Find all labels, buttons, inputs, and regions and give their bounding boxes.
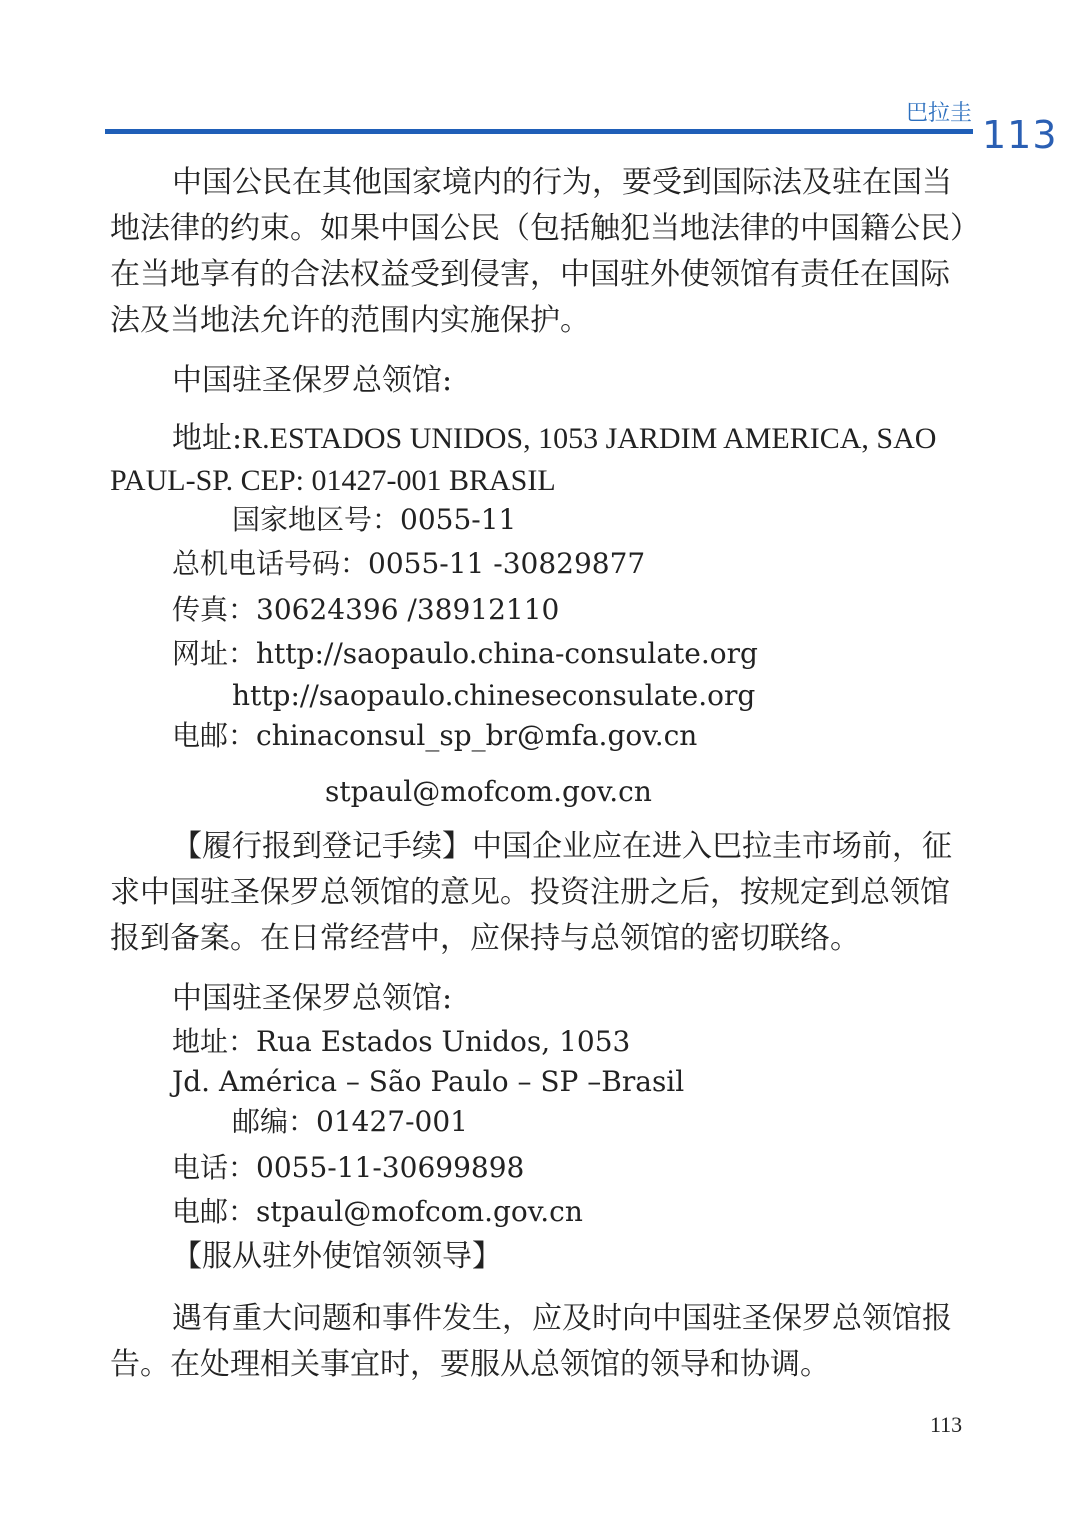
section-heading: 【服从驻外使馆领领导】 bbox=[172, 1239, 502, 1274]
address-label: 地址： bbox=[172, 1025, 257, 1058]
web-label: 网址： bbox=[172, 637, 257, 670]
consulate1-web-1 bbox=[172, 634, 758, 674]
consulate1-phone: 总机电话号码：0055-11 -30829877 bbox=[172, 547, 646, 580]
para2-line-3: 报到备案。在日常经营中，应保持与总领馆的密切联络。 bbox=[110, 921, 860, 956]
consulate2-address-line1 bbox=[172, 1022, 630, 1062]
web-link-1[interactable]: http://saopaulo.china-consulate.org bbox=[256, 637, 758, 670]
para3-line-2: 告。在处理相关事宜时，要服从总领馆的领导和协调。 bbox=[110, 1347, 830, 1382]
para2-line-2: 求中国驻圣保罗总领馆的意见。投资注册之后，按规定到总领馆 bbox=[110, 875, 950, 910]
consulate2-postcode: 邮编：01427-001 bbox=[232, 1105, 468, 1138]
consulate1-area-code: 国家地区号：0055-11 bbox=[232, 503, 517, 536]
consulate1-address-line1 bbox=[172, 416, 972, 462]
para1-line-4: 法及当地法允许的范围内实施保护。 bbox=[110, 303, 590, 338]
running-header-country: 巴拉圭 bbox=[905, 101, 972, 126]
para3-line-1: 遇有重大问题和事件发生，应及时向中国驻圣保罗总领馆报 bbox=[172, 1301, 952, 1336]
consulate2-title: 中国驻圣保罗总领馆: bbox=[172, 981, 453, 1016]
footer-page-number: 113 bbox=[930, 1412, 963, 1437]
consulate1-title: 中国驻圣保罗总领馆: bbox=[172, 363, 453, 398]
consulate1-address-line2: PAUL-SP. CEP: 01427-001 BRASIL bbox=[110, 464, 556, 497]
consulate2-phone: 电话：0055-11-30699898 bbox=[172, 1151, 525, 1184]
address-text: Rua Estados Unidos, 1053 bbox=[256, 1025, 631, 1058]
consulate1-email-2[interactable]: stpaul@mofcom.gov.cn bbox=[325, 775, 652, 808]
email-label: 电邮： bbox=[172, 719, 257, 752]
para1-line-3: 在当地享有的合法权益受到侵害，中国驻外使领馆有责任在国际 bbox=[110, 257, 950, 292]
consulate1-email-1 bbox=[172, 716, 697, 756]
address-label: 地址: bbox=[172, 421, 243, 456]
email-link-1[interactable]: chinaconsul_sp_br@mfa.gov.cn bbox=[256, 719, 698, 752]
consulate2-email: 电邮：stpaul@mofcom.gov.cn bbox=[172, 1195, 583, 1228]
header-page-number: 113 bbox=[982, 113, 1058, 157]
consulate2-address-line2: Jd. América – São Paulo – SP –Brasil bbox=[172, 1065, 685, 1098]
para2-line-1: 【履行报到登记手续】中国企业应在进入巴拉圭市场前，征 bbox=[172, 829, 952, 864]
consulate1-fax: 传真：30624396 /38912110 bbox=[172, 593, 560, 626]
header-rule bbox=[105, 129, 973, 134]
consulate1-web-2[interactable]: http://saopaulo.chineseconsulate.org bbox=[232, 679, 756, 712]
address-text: R.ESTADOS UNIDOS, 1053 JARDIM AMERICA, SAO bbox=[242, 422, 937, 455]
para1-line-2: 地法律的约束。如果中国公民（包括触犯当地法律的中国籍公民） bbox=[110, 211, 980, 246]
para1-line-1: 中国公民在其他国家境内的行为，要受到国际法及驻在国当 bbox=[172, 165, 952, 200]
